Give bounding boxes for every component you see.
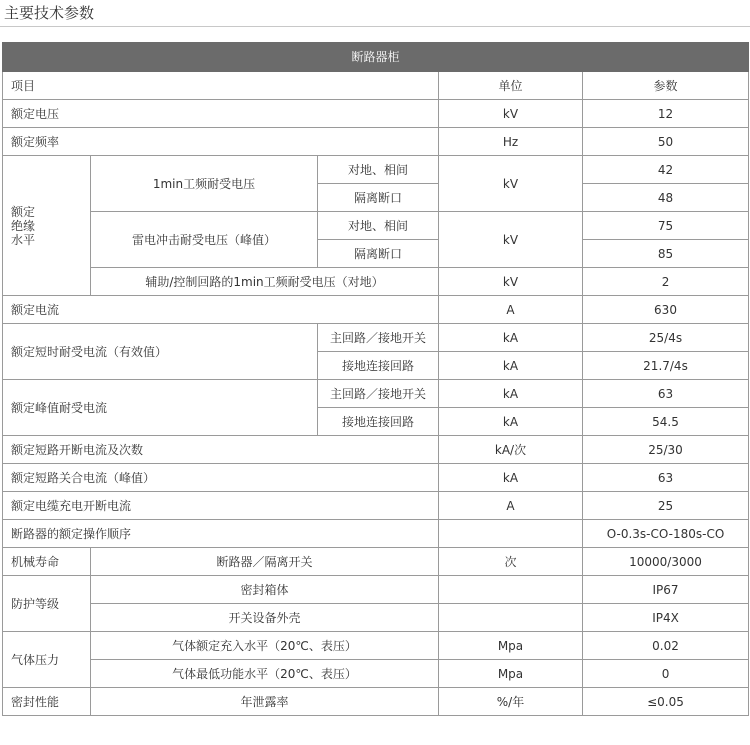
table-row (3, 324, 749, 352)
table-row (3, 128, 749, 156)
row-label: 额定短路开断电流及次数 (3, 436, 439, 464)
insulation-line-2: 绝缘 (11, 218, 36, 233)
gas-min-label: 气体最低功能水平（20℃、表压） (91, 660, 439, 688)
row-value: O-0.3s-CO-180s-CO (583, 520, 749, 548)
short-time-label: 额定短时耐受电流（有效值） (3, 324, 318, 380)
table-caption: 断路器柜 (3, 43, 749, 72)
mech-label: 机械寿命 (3, 548, 91, 576)
li-isolation-label: 隔离断口 (318, 240, 439, 268)
pf-isolation-label: 隔离断口 (318, 184, 439, 212)
pf-isolation-value: 48 (583, 184, 749, 212)
short-time-earth-label: 接地连接回路 (318, 352, 439, 380)
row-value: 25/30 (583, 436, 749, 464)
aux-value: 2 (583, 268, 749, 296)
table-row (3, 156, 749, 184)
mech-unit: 次 (439, 548, 583, 576)
peak-main-unit: kA (439, 380, 583, 408)
row-unit: kA (439, 464, 583, 492)
gas-min-value: 0 (583, 660, 749, 688)
short-time-earth-value: 21.7/4s (583, 352, 749, 380)
table-row (3, 660, 749, 688)
seal-sub-label: 年泄露率 (91, 688, 439, 716)
lightning-impulse-label: 雷电冲击耐受电压（峰值） (91, 212, 318, 268)
protection-tank-value: IP67 (583, 576, 749, 604)
li-ground-value: 75 (583, 212, 749, 240)
row-unit: kV (439, 100, 583, 128)
table-row (3, 576, 749, 604)
table-row (3, 492, 749, 520)
table-row (3, 436, 749, 464)
peak-main-label: 主回路／接地开关 (318, 380, 439, 408)
row-unit: A (439, 296, 583, 324)
spec-table (2, 42, 749, 716)
page-title: 主要技术参数 (4, 4, 95, 22)
short-time-earth-unit: kA (439, 352, 583, 380)
table-row (3, 100, 749, 128)
gas-fill-value: 0.02 (583, 632, 749, 660)
seal-unit: %/年 (439, 688, 583, 716)
row-label: 断路器的额定操作顺序 (3, 520, 439, 548)
aux-unit: kV (439, 268, 583, 296)
insulation-line-1: 额定 (11, 204, 36, 219)
protection-enclosure-unit (439, 604, 583, 632)
aux-label: 辅助/控制回路的1min工频耐受电压（对地） (91, 268, 439, 296)
table-row (3, 380, 749, 408)
row-value: 12 (583, 100, 749, 128)
peak-earth-unit: kA (439, 408, 583, 436)
peak-earth-value: 54.5 (583, 408, 749, 436)
table-row (3, 688, 749, 716)
pf-ground-label: 对地、相间 (318, 156, 439, 184)
short-time-main-value: 25/4s (583, 324, 749, 352)
insulation-label (3, 156, 91, 296)
row-unit: Hz (439, 128, 583, 156)
li-ground-label: 对地、相间 (318, 212, 439, 240)
seal-value: ≤0.05 (583, 688, 749, 716)
protection-tank-label: 密封箱体 (91, 576, 439, 604)
table-row (3, 464, 749, 492)
row-label: 额定频率 (3, 128, 439, 156)
title-divider (0, 26, 750, 27)
table-row (3, 520, 749, 548)
peak-label: 额定峰值耐受电流 (3, 380, 318, 436)
gas-fill-unit: Mpa (439, 632, 583, 660)
li-isolation-value: 85 (583, 240, 749, 268)
row-label: 额定电压 (3, 100, 439, 128)
short-time-main-unit: kA (439, 324, 583, 352)
gas-label: 气体压力 (3, 632, 91, 688)
gas-fill-label: 气体额定充入水平（20℃、表压） (91, 632, 439, 660)
power-frequency-label: 1min工频耐受电压 (91, 156, 318, 212)
pf-unit: kV (439, 156, 583, 212)
row-unit (439, 520, 583, 548)
table-header-row (3, 72, 749, 100)
header-unit: 单位 (439, 72, 583, 100)
gas-min-unit: Mpa (439, 660, 583, 688)
peak-earth-label: 接地连接回路 (318, 408, 439, 436)
table-row (3, 632, 749, 660)
row-unit: A (439, 492, 583, 520)
insulation-line-3: 水平 (11, 232, 36, 247)
row-label: 额定短路关合电流（峰值） (3, 464, 439, 492)
protection-label: 防护等级 (3, 576, 91, 632)
table-row (3, 268, 749, 296)
protection-enclosure-value: IP4X (583, 604, 749, 632)
table-row (3, 296, 749, 324)
li-unit: kV (439, 212, 583, 268)
row-label: 额定电流 (3, 296, 439, 324)
row-value: 50 (583, 128, 749, 156)
mech-value: 10000/3000 (583, 548, 749, 576)
header-value: 参数 (583, 72, 749, 100)
row-value: 630 (583, 296, 749, 324)
protection-enclosure-label: 开关设备外壳 (91, 604, 439, 632)
peak-main-value: 63 (583, 380, 749, 408)
mech-sub-label: 断路器／隔离开关 (91, 548, 439, 576)
table-row (3, 604, 749, 632)
pf-ground-value: 42 (583, 156, 749, 184)
row-label: 额定电缆充电开断电流 (3, 492, 439, 520)
table-caption-row (3, 43, 749, 72)
table-row (3, 212, 749, 240)
row-value: 25 (583, 492, 749, 520)
protection-tank-unit (439, 576, 583, 604)
table-row (3, 548, 749, 576)
short-time-main-label: 主回路／接地开关 (318, 324, 439, 352)
row-unit: kA/次 (439, 436, 583, 464)
seal-label: 密封性能 (3, 688, 91, 716)
header-item: 项目 (3, 72, 439, 100)
row-value: 63 (583, 464, 749, 492)
